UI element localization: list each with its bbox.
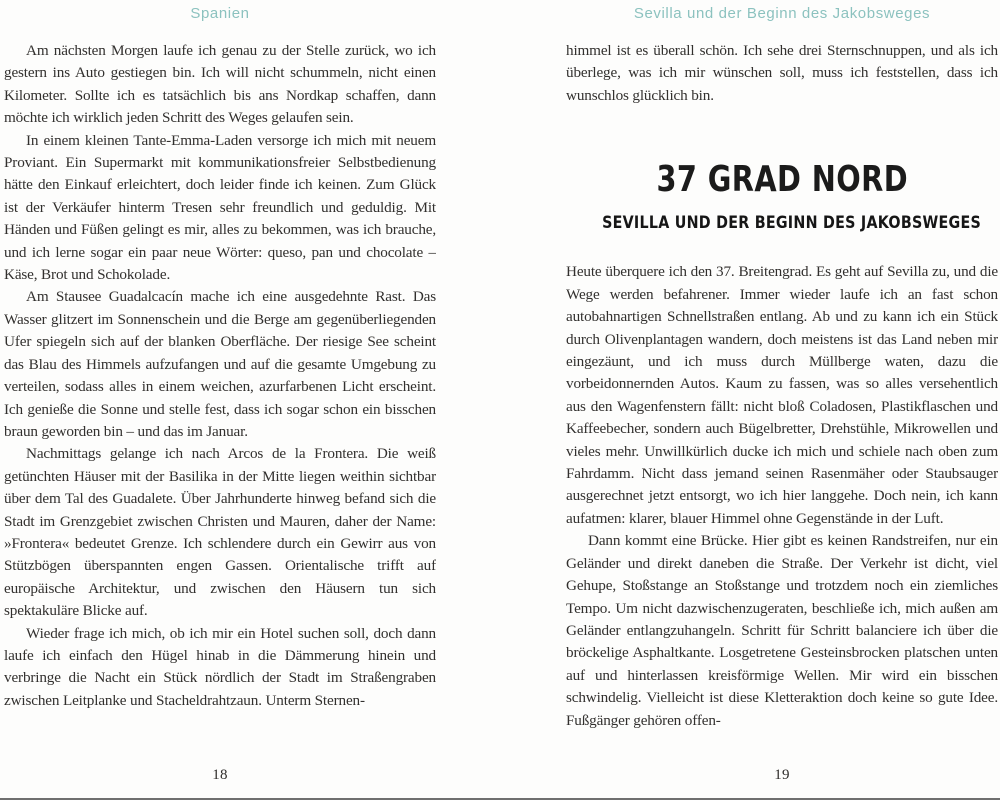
chapter-heading [566,161,998,234]
paragraph-continuation: himmel ist es überall schön. Ich sehe drei Sternschnuppen, und als ich überlege, was ich mir wünschen soll, muss ich feststellen, dass ich wunschlos glücklich bin. [566,42,998,104]
page-left [4,0,436,800]
paragraph: Dann kommt eine Brücke. Hier gibt es keinen Randstreifen, nur ein Geländer und direkt daneben die Straße. Der Verkehr ist dicht, viel Gehupe, Stoßstange an Stoßstange und trotzdem noch ein ziemliches Tempo. Um nicht dazwischenzugeraten, beschließe ich, mich außen am Geländer entlangzuhangeln. Schritt für Schritt balanciere ich über die bröckelige Asphaltkante. Losgetretene Gesteinsbrocken platschen unten auf und hinterlassen kreisförmige Wellen. Mir wird ein bisschen schwindelig. Vielleicht ist diese Kletteraktion doch keine so gute Idee. Fußgänger gehören offen- [566,532,998,729]
page-right [566,0,998,800]
running-header-right: Sevilla und der Beginn des Jakobsweges [633,5,931,22]
paragraph: Wieder frage ich mich, ob ich mir ein Hotel suchen soll, doch dann laufe ich einfach den Hügel hinab in die Dämmerung hinein und verbringe die Nacht ein Stück nördlich der Stadt im Straßengraben zwischen Leitplanke und Stacheldrahtzaun. Unterm Sternen- [4,624,436,709]
paragraph: Heute überquere ich den 37. Breitengrad. Es geht auf Sevilla zu, und die Wege werden befahrener. Immer wieder laufe ich an fast schon autobahnartigen Schnellstraßen entlang. Ab und zu kann ich ein Stück durch Olivenplantagen wandern, doch meistens ist das Land neben mir eingezäunt, und ich muss durch Müllberge waten, dazu die vorbeidonnernden Autos. Kaum zu fassen, was so alles versehentlich aus den Wagenfenstern fällt: nicht bloß Coladosen, Plastikflaschen und Kaffeebecher, sondern auch Bügelbretter, Drehstühle, Mikrowellen und vieles mehr. Unwillkürlich ducke ich mich und schiele nach oben zum Fahrdamm. Nicht dass jemand seinen Rasenmäher oder Staubsauger ausgerechnet jetzt entsorgt, wo ich hier langgehe. Doch nein, ich kann aufatmen: klarer, blauer Himmel ohne Gegenstände in der Luft. [566,263,998,527]
body-text-left [4,40,436,712]
paragraph: Nachmittags gelange ich nach Arcos de la Frontera. Die weiß getünchten Häuser mit der Basilika in der Mitte liegen weithin sichtbar über dem Tal des Guadalete. Über Jahrhunderte hinweg befand sich die Stadt im Grenzgebiet zwischen Christen und Mauren, daher der Name: »Frontera« bedeutet Grenze. Ich schlendere durch ein Gewirr aus von Stützbögen überspannten engen Gassen. Orientalische trifft auf europäische Architektur, und zwischen den Häusern tun sich spektakuläre Blicke auf. [4,445,436,620]
page-number-left: 18 [212,767,228,783]
paragraph: Am Stausee Guadalcacín mache ich eine ausgedehnte Rast. Das Wasser glitzert im Sonnenschein und die Berge am gegenüberliegenden Ufer spiegeln sich auf der blanken Oberfläche. Der riesige See scheint das Blau des Himmels aufzufangen und auf die gesamte Umgebung zu verteilen, sodass alles in einem weichen, azurfarbenen Licht erscheint. Ich genieße die Sonne und stelle fest, dass ich sogar schon ein bisschen braun geworden bin – und das im Januar. [4,288,436,440]
chapter-subtitle: SEVILLA UND DER BEGINN DES JAKOBSWEGES [602,213,982,234]
paragraph: In einem kleinen Tante-Emma-Laden versorge ich mich mit neuem Proviant. Ein Supermarkt mit kommunikationsfreier Selbstbedienung hätte den Einkauf erleichtert, doch leider finde ich keinen. Zum Glück ist der Verkäufer hinterm Tresen sehr freundlich und geduldig. Mit Händen und Füßen gelingt es mir, alles zu bekommen, was ich brauche, und ich lerne sogar ein paar neue Wörter: queso, pan und chocolate – Käse, Brot und Schokolade. [4,131,436,284]
paragraph: Am nächsten Morgen laufe ich genau zu der Stelle zurück, wo ich gestern ins Auto gestiegen bin. Ich will nicht schummeln, nicht einen Kilometer. Sollte ich es tatsächlich bis ans Nordkap schaffen, dann möchte ich wirklich jeden Schritt des Weges gelaufen sein. [4,42,436,127]
page-number-right: 19 [774,767,790,783]
body-text-right [566,40,998,732]
chapter-title: 37 GRAD NORD [656,159,908,201]
running-header-left: Spanien [190,5,250,22]
